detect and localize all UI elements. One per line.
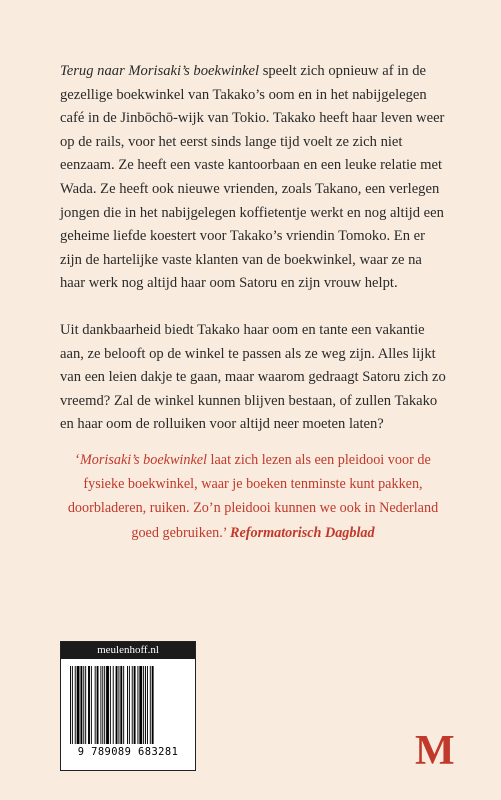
quote-source: Reformatorisch Dagblad [229,524,375,541]
back-cover-blurb [60,60,450,460]
publisher-url: meulenhoff.nl [61,642,195,659]
book-title: Terug naar Morisaki’s boekwinkel [60,63,260,79]
isbn-number: 9 789089 683281 [77,746,179,758]
review-quote [58,448,448,545]
blurb-paragraph-1-text: speelt zich opnieuw af in de gezellige boekwinkel van Takako’s oom en in het nabijgelegen café in de Jinbōchō-wijk van Tokio. Takako heeft haar leven weer op de rails, voor het eerst sinds lange tijd voelt ze zich niet eenzaam. Ze heeft een vaste kantoorbaan en een leuke relatie met Wada. Ze heeft ook nieuwe vrienden, zoals Takano, een verlegen jongen die in het nabijgelegen koffietentje werkt en nog altijd een geheime liefde koestert voor Takako’s vriendin Tomoko. En er zijn de hartelijke vaste klanten van de boekwinkel, waar ze na haar werk nog altijd haar oom Satoru en zijn vrouw helpt. [60,63,445,292]
barcode-icon [69,666,187,744]
isbn-barcode-box [60,641,196,771]
quote-book-title: Morisaki’s boekwinkel [79,452,207,468]
publisher-logo: M [415,728,455,774]
quote-open-mark: ‘ [75,452,80,468]
quote-text: laat zich lezen als een pleidooi voor de fysieke boekwinkel, waar je boeken tenminste kunt pakken, doorbladeren, ruiken. Zo’n pleidooi kunnen we ook in Nederland goed gebruiken.’ [67,452,439,541]
blurb-paragraph-2: Uit dankbaarheid biedt Takako haar oom en tante een vakantie aan, ze belooft op de winkel te passen als ze weg zijn. Alles lijkt van een leien dakje te gaan, maar waarom gedraagt Satoru zich zo vreemd? Zal de winkel kunnen blijven bestaan, of zullen Takako en haar oom de rolluiken voor altijd neer moeten laten? [60,321,446,433]
blurb-paragraph-1 [60,60,450,296]
